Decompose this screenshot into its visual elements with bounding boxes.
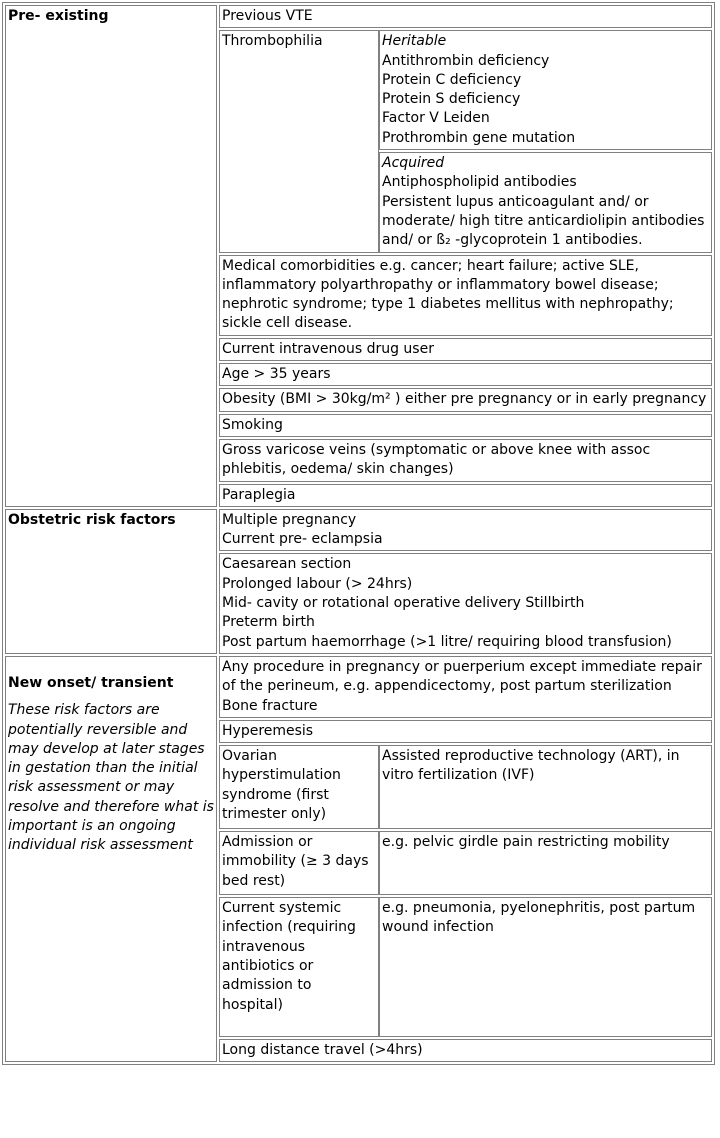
risk-row: Medical comorbidities e.g. cancer; heart failure; active SLE, inflammatory polyarthropathy or inflammatory bowel disease; nephrotic syndrome; type 1 diabetes mellitus with nephropathy; sickle cell disease. xyxy=(219,255,712,336)
list-item: Multiple pregnancy xyxy=(222,511,357,528)
risk-detail: e.g. pelvic girdle pain restricting mobility xyxy=(379,831,712,895)
risk-factor: Current systemic infection (requiring intravenous antibiotics or admission to hospital) xyxy=(219,897,379,1037)
risk-row: Obesity (BMI > 30kg/m² ) either pre pregnancy or in early pregnancy xyxy=(219,388,712,411)
category-note: These risk factors are potentially reversible and may develop at later stages in gestation than the initial risk assessment or may resolve and therefore what is important is an ongoing individual risk assessment xyxy=(8,702,214,854)
list-item: Protein S deficiency xyxy=(382,91,521,108)
category-title: Pre- existing xyxy=(8,8,109,24)
risk-row: Current intravenous drug user xyxy=(219,338,712,361)
category-title: New onset/ transient xyxy=(8,674,174,691)
risk-travel: Long distance travel (>4hrs) xyxy=(219,1039,712,1062)
risk-factor: Ovarian hyperstimulation syndrome (first trimester only) xyxy=(219,745,379,829)
list-item: Prolonged labour (> 24hrs) xyxy=(222,575,413,592)
acquired-heading: Acquired xyxy=(382,155,445,172)
section-new-onset xyxy=(5,656,712,1062)
risk-group xyxy=(219,553,712,653)
list-item: Factor V Leiden xyxy=(382,110,490,127)
risk-previous-vte: Previous VTE xyxy=(219,5,712,28)
heritable-heading: Heritable xyxy=(382,33,447,50)
section-obstetric xyxy=(5,509,712,654)
list-item: Post partum haemorrhage (>1 litre/ requiring blood transfusion) xyxy=(222,633,672,650)
category-title: Obstetric risk factors xyxy=(8,511,176,528)
heritable-cell xyxy=(379,30,712,150)
category-cell xyxy=(5,5,217,507)
category-cell xyxy=(5,509,217,654)
risk-row: Paraplegia xyxy=(219,484,712,507)
section-pre-existing xyxy=(5,5,712,507)
list-item: Protein C deficiency xyxy=(382,71,522,88)
acquired-cell xyxy=(379,152,712,252)
risk-row: Smoking xyxy=(219,414,712,437)
risk-hyperemesis: Hyperemesis xyxy=(219,720,712,743)
list-item: Current pre- eclampsia xyxy=(222,531,383,548)
list-item: Persistent lupus anticoagulant and/ or moderate/ high titre anticardiolipin antibodies and/ or ß₂ -glycoprotein 1 antibodies. xyxy=(382,193,705,249)
risk-detail: Assisted reproductive technology (ART), in vitro fertilization (IVF) xyxy=(379,745,712,829)
category-cell xyxy=(5,656,217,1062)
list-item: Preterm birth xyxy=(222,614,315,631)
list-item: Antiphospholipid antibodies xyxy=(382,174,577,191)
risk-detail: e.g. pneumonia, pyelonephritis, post partum wound infection xyxy=(379,897,712,1037)
list-item: Mid- cavity or rotational operative delivery Stillbirth xyxy=(222,595,585,612)
risk-row: Age > 35 years xyxy=(219,363,712,386)
risk-factor-table xyxy=(2,2,715,1065)
list-item: Prothrombin gene mutation xyxy=(382,129,576,146)
list-item: Caesarean section xyxy=(222,556,352,573)
risk-group xyxy=(219,509,712,552)
risk-procedure: Any procedure in pregnancy or puerperium except immediate repair of the perineum, e.g. appendicectomy, post partum sterilization Bone fracture xyxy=(219,656,712,718)
list-item: Antithrombin deficiency xyxy=(382,52,550,69)
risk-thrombophilia: Thrombophilia xyxy=(219,30,379,252)
risk-row: Gross varicose veins (symptomatic or above knee with assoc phlebitis, oedema/ skin changes) xyxy=(219,439,712,482)
risk-factor: Admission or immobility (≥ 3 days bed rest) xyxy=(219,831,379,895)
